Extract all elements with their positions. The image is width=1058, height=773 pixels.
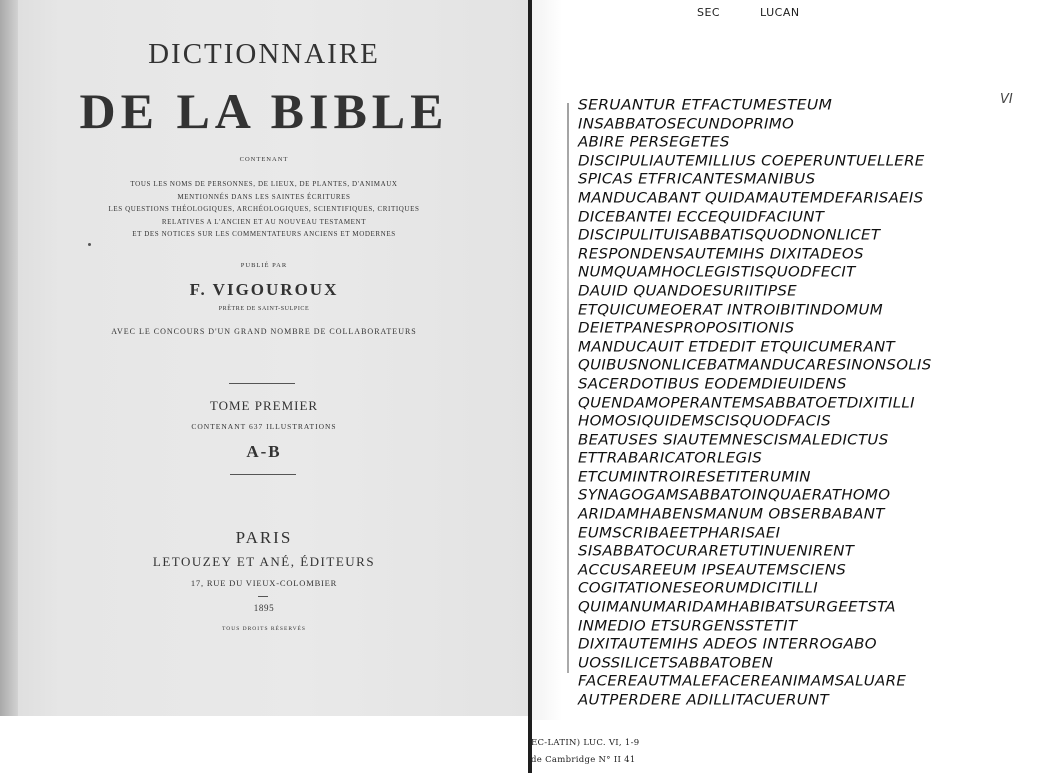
manuscript-line: DISCIPULIAUTEMILLIUS COEPERUNTUELLERE bbox=[578, 152, 925, 170]
manuscript-line: ETQUICUMEOERAT INTROIBITINDOMUM bbox=[578, 301, 884, 318]
manuscript-line: SYNAGOGAMSABBATOINQUAERATHOMO bbox=[578, 487, 891, 504]
chapter-mark: VI bbox=[1000, 92, 1013, 107]
description-line: TOUS LES NOMS DE PERSONNES, DE LIEUX, DE PLANTES, D'ANIMAUX bbox=[130, 180, 398, 188]
manuscript-line: EUMSCRIBAEETPHARISAEI bbox=[578, 524, 781, 541]
page-speck bbox=[88, 243, 91, 246]
manuscript-text bbox=[578, 96, 1038, 710]
divider-rule bbox=[258, 596, 268, 597]
author-title: PRÊTRE DE SAINT-SULPICE bbox=[218, 306, 310, 312]
rights-notice: TOUS DROITS RÉSERVÉS bbox=[222, 626, 306, 632]
manuscript-line: DICEBANTEI ECCEQUIDFACIUNT bbox=[578, 208, 825, 225]
manuscript-line: ARIDAMHABENSMANUM OBSERBABANT bbox=[578, 505, 885, 523]
title-line-1: DICTIONNAIRE bbox=[148, 38, 380, 70]
manuscript-line: MANDUCABANT QUIDAMAUTEMDEFARISAEIS bbox=[578, 189, 924, 207]
title-line-2: DE LA BIBLE bbox=[79, 83, 449, 139]
description-line: MENTIONNÉS DANS LES SAINTES ÉCRITURES bbox=[177, 192, 351, 201]
manuscript-line: AUTPERDERE ADILLITACUERUNT bbox=[578, 691, 829, 709]
title-page bbox=[0, 0, 528, 716]
description-line: LES QUESTIONS THÉOLOGIQUES, ARCHÉOLOGIQUES, SCIENTIFIQUES, CRITIQUES bbox=[108, 205, 420, 213]
publisher-name: LETOUZEY ET ANÉ, ÉDITEURS bbox=[152, 554, 376, 569]
manuscript-line: SERUANTUR ETFACTUMESTEUM bbox=[578, 96, 833, 114]
running-header-left: SEC bbox=[697, 6, 721, 19]
manuscript-line: DAUID QUANDOESURIITIPSE bbox=[578, 282, 797, 300]
caption-line-1: EC-LATIN) LUC. VI, 1-9 bbox=[531, 738, 640, 748]
manuscript-line: RESPONDENSAUTEMIHS DIXITADEOS bbox=[578, 245, 864, 263]
publication-year: 1895 bbox=[253, 603, 275, 613]
running-header-right: LUCAN bbox=[760, 6, 800, 19]
manuscript-line: DISCIPULITUISABBATISQUODNONLICET bbox=[578, 226, 881, 244]
illustrations-count: CONTENANT 637 ILLUSTRATIONS bbox=[191, 422, 337, 431]
manuscript-line: SPICAS ETFRICANTESMANIBUS bbox=[578, 171, 816, 188]
manuscript-line: HOMOSIQUIDEMSCISQUODFACIS bbox=[578, 412, 831, 430]
city-label: PARIS bbox=[235, 528, 293, 547]
author-name: F. VIGOUROUX bbox=[189, 280, 339, 299]
manuscript-line: SISABBATOCURARETUTINUENIRENT bbox=[578, 542, 855, 560]
publie-par-label: PUBLIÉ PAR bbox=[240, 262, 288, 269]
manuscript-line: NUMQUAMHOCLEGISTISQUODFECIT bbox=[578, 264, 856, 281]
manuscript-line: ETTRABARICATORLEGIS bbox=[578, 450, 763, 467]
manuscript-line: BEATUSES SIAUTEMNESCISMALEDICTUS bbox=[578, 431, 889, 448]
description-line: RELATIVES A L'ANCIEN ET AU NOUVEAU TESTAMENT bbox=[161, 217, 367, 226]
caption-line-2: de Cambridge N° II 41 bbox=[531, 755, 636, 765]
manuscript-line: QUIMANUMARIDAMHABIBATSURGEETSTA bbox=[578, 598, 896, 616]
divider-rule bbox=[230, 474, 296, 475]
manuscript-line: INMEDIO ETSURGENSSTETIT bbox=[578, 617, 798, 634]
publisher-address: 17, RUE DU VIEUX-COLOMBIER bbox=[190, 578, 338, 588]
tome-label: TOME PREMIER bbox=[209, 398, 319, 413]
page-shade bbox=[532, 0, 562, 720]
volume-letters: A-B bbox=[246, 442, 282, 461]
description-block bbox=[0, 178, 528, 241]
manuscript-line: INSABBATOSECUNDOPRIMO bbox=[578, 115, 795, 132]
manuscript-line: ACCUSAREEUM IPSEAUTEMSCIENS bbox=[578, 561, 847, 579]
manuscript-line: ETCUMINTROIRESETITERUMIN bbox=[578, 468, 811, 486]
manuscript-line: DEIETPANESPROPOSITIONIS bbox=[578, 319, 795, 337]
manuscript-line: QUIBUSNONLICEBATMANDUCARESINONSOLIS bbox=[578, 357, 932, 374]
manuscript-line: SACERDOTIBUS EODEMDIEUIDENS bbox=[578, 375, 847, 393]
manuscript-line: COGITATIONESEORUMDICITILLI bbox=[578, 580, 818, 597]
manuscript-line: MANDUCAUIT ETDEDIT ETQUICUMERANT bbox=[578, 338, 895, 356]
description-line: ET DES NOTICES SUR LES COMMENTATEURS ANCIENS ET MODERNES bbox=[132, 230, 396, 238]
margin-stroke bbox=[567, 103, 569, 673]
collaborators-line: AVEC LE CONCOURS D'UN GRAND NOMBRE DE COLLABORATEURS bbox=[111, 327, 417, 336]
manuscript-line: ABIRE PERSEGETES bbox=[578, 133, 730, 151]
manuscript-line: QUENDAMOPERANTEMSABBATOETDIXITILLI bbox=[578, 394, 915, 411]
manuscript-line: UOSSILICETSABBATOBEN bbox=[578, 654, 774, 672]
manuscript-line: FACEREAUTMALEFACEREANIMAMSALUARE bbox=[578, 673, 907, 690]
manuscript-line: DIXITAUTEMIHS ADEOS INTERROGABO bbox=[578, 635, 877, 653]
divider-rule bbox=[229, 383, 295, 384]
contenant-label: CONTENANT bbox=[239, 156, 289, 163]
